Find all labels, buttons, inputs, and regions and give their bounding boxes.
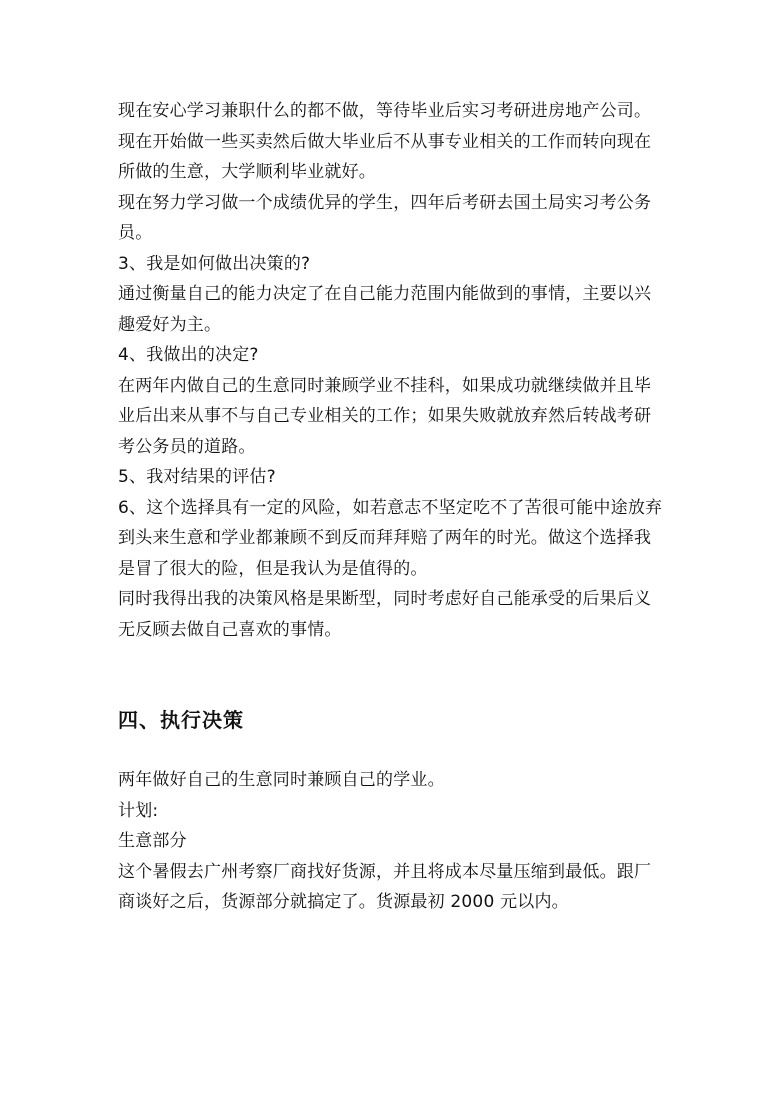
paragraph-plan-label: 计划: [118,800,159,821]
paragraph-decision: 在两年内做自己的生意同时兼顾学业不挂科，如果成功就继续做并且毕业后出来从事不与自己专业相关的工作；如果失败就放弃然后转战考研考公务员的道路。 [118,375,652,457]
document-body [118,96,663,918]
question-my-decision: 4、我做出的决定? [118,345,259,365]
question-how-decide: 3、我是如何做出决策的? [118,253,311,274]
paragraph-option-business: 现在开始做一些买卖然后做大毕业后不从事专业相关的工作而转向现在所做的生意，大学顺利毕业就好。 [118,131,652,182]
paragraph-sourcing: 这个暑假去广州考察厂商找好货源，并且将成本尽量压缩到最低。跟厂商谈好之后，货源部分就搞定了。货源最初 2000 元以内。 [118,861,652,912]
paragraph-option-civil-service: 现在努力学习做一个成绩优异的学生，四年后考研去国土局实习考公务员。 [118,192,652,243]
paragraph-risk: 6、这个选择具有一定的风险，如若意志不坚定吃不了苦很可能中途放弃到头来生意和学业都兼顾不到反而拜拜赔了两年的时光。做这个选择我是冒了很大的险，但是我认为是值得的。 [118,497,663,579]
question-evaluation: 5、我对结果的评估? [118,467,276,487]
paragraph-goal: 两年做好自己的生意同时兼顾自己的学业。 [118,770,445,790]
section-heading: 四、执行决策 [118,708,244,732]
paragraph-option-real-estate: 现在安心学习兼职什么的都不做，等待毕业后实习考研进房地产公司。 [118,101,652,121]
paragraph-decision-method: 通过衡量自己的能力决定了在自己能力范围内能做到的事情，主要以兴趣爱好为主。 [118,284,652,335]
heading-spacer [118,735,663,765]
paragraph-decision-style: 同时我得出我的决策风格是果断型，同时考虑好自己能承受的后果后义无反顾去做自己喜欢的事情。 [118,589,652,640]
section-spacer [118,645,663,705]
paragraph-business-part: 生意部分 [118,831,187,851]
